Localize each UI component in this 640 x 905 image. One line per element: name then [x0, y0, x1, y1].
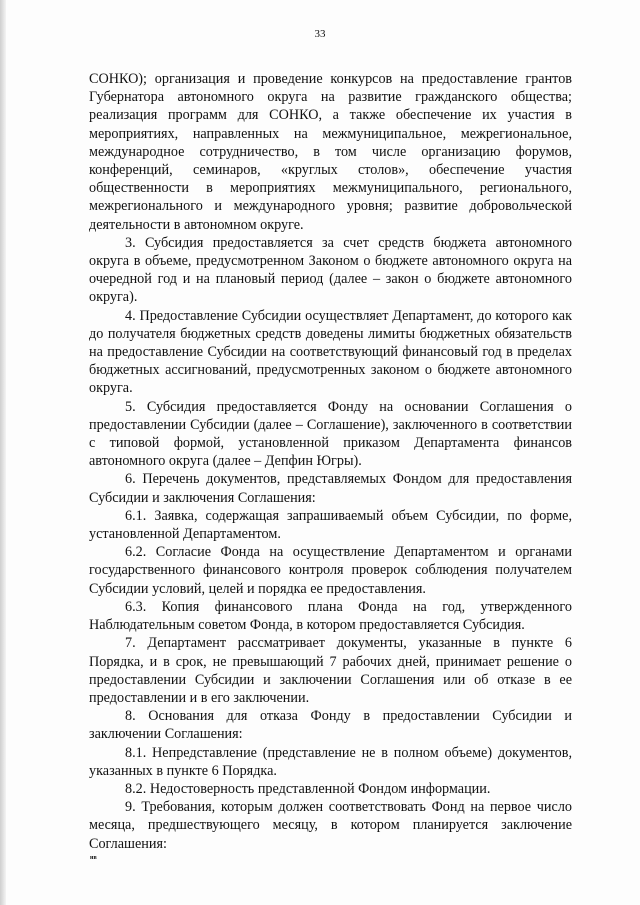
scan-edge: [0, 0, 6, 905]
paragraph-4: 4. Предоставление Субсидии осуществляет Департамент, до которого как до получателя бюджетных средств доведены лимиты бюджетных обязательств на предоставление Субсидии на соответствующий финансовый год в пределах бюджетных ассигнований, предусмотренных законом о бюджете автономного округа.: [89, 307, 572, 397]
paragraph-6-3: 6.3. Копия финансового плана Фонда на год, утвержденного Наблюдательным советом Фонда, в котором предоставляется Субсидия.: [89, 598, 572, 634]
paragraph-6: 6. Перечень документов, представляемых Фондом для предоставления Субсидии и заключения Соглашения:: [89, 471, 572, 506]
paragraph-7: 7. Департамент рассматривает документы, указанные в пункте 6 Порядка, и в срок, не превышающий 7 рабочих дней, принимает решение о предоставлении Субсидии и заключении Соглашения или об отказе в ее предоставлении и в его заключении.: [89, 635, 572, 706]
paragraph-8-2: 8.2. Недостоверность представленной Фондом информации.: [125, 780, 491, 797]
paragraph-8-1: 8.1. Непредставление (представление не в полном объеме) документов, указанных в пункте 6 Порядка.: [89, 744, 572, 779]
paragraph-5: 5. Субсидия предоставляется Фонду на основании Соглашения о предоставлении Субсидии (далее – Соглашение), заключенного в соответствии с типовой формой, установленной приказом Департамента финансов автономного округа (далее – Депфин Югры).: [89, 398, 572, 470]
paragraph-9: 9. Требования, которым должен соответствовать Фонд на первое число месяца, предшествующего месяцу, в котором планируется заключение Соглашения:: [89, 799, 572, 852]
paragraph-continuation: СОНКО); организация и проведение конкурсов на предоставление грантов Губернатора автономного округа на развитие гражданского общества; реализация программ для СОНКО, а также обеспечение их участия в мероприятиях, направленных на межмуниципальное, межрегиональное, международное сотрудничество, в том числе организацию форумов, конференций, семинаров, «круглых столов», обеспечение участия общественности в мероприятиях межмуниципального, регионального, межрегионального и международного уровня; развитие добровольческой деятельности в автономном округе.: [89, 71, 572, 233]
page-number: 33: [314, 28, 326, 40]
paragraph-3: 3. Субсидия предоставляется за счет средств бюджета автономного округа в объеме, предусмотренном Законом о бюджете автономного округа на очередной год и на плановый период (далее – закон о бюджете автономного округа).: [89, 234, 572, 306]
paragraph-6-2: 6.2. Согласие Фонда на осуществление Департаментом и органами государственного финансового контроля проверок соблюдения получателем Субсидии условий, целей и порядка ее предоставления.: [89, 544, 572, 597]
footer-mark: нв: [90, 855, 97, 861]
paragraph-6-1: 6.1. Заявка, содержащая запрашиваемый объем Субсидии, по форме, установленной Департаментом.: [89, 507, 572, 543]
document-body: [89, 70, 572, 853]
paragraph-8: 8. Основания для отказа Фонду в предоставлении Субсидии и заключении Соглашения:: [89, 708, 572, 743]
